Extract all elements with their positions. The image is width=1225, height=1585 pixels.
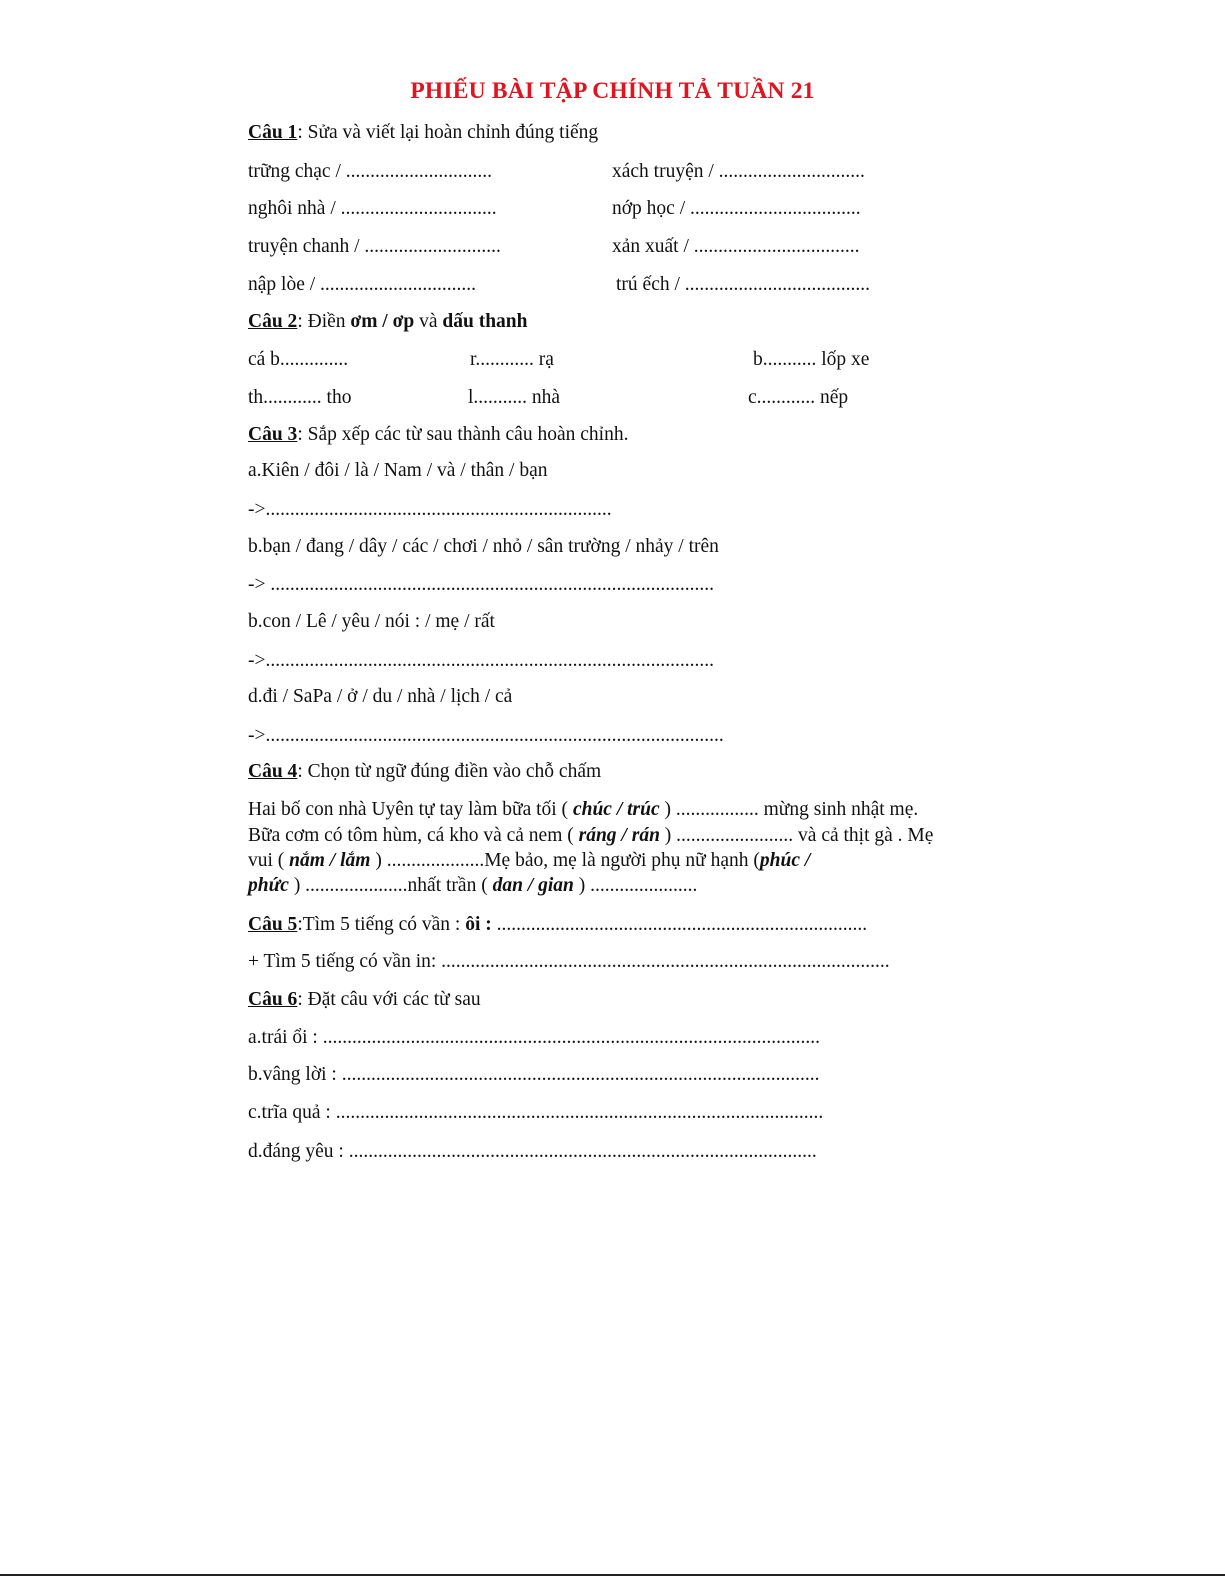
q4-choice: nắm / lắm <box>289 850 371 871</box>
question-2-bold-1: ơm / ơp <box>350 311 415 332</box>
question-2-heading <box>248 309 528 335</box>
q1-item-1: trững chạc / .............................. <box>248 161 492 182</box>
question-6-heading <box>248 987 481 1013</box>
q4-text: ) .....................nhất trần ( <box>288 875 493 896</box>
q3-line-7: d.đi / SaPa / ở / du / nhà / lịch / cả <box>248 686 513 707</box>
question-5-label: Câu 5 <box>248 914 298 935</box>
page-bottom-rule <box>0 1574 1225 1576</box>
question-6-label: Câu 6 <box>248 989 298 1010</box>
question-3-label: Câu 3 <box>248 424 298 445</box>
q3-line-4: -> ........................................................................................... <box>248 574 714 595</box>
q1-item-7: nập lòe / ................................ <box>248 274 477 295</box>
question-5-dots: ............................................................................ <box>491 914 868 935</box>
q1-item-8: trú ếch / ...................................... <box>616 274 871 295</box>
q4-text: ) ....................Mẹ bảo, mẹ là người phụ nữ hạnh ( <box>370 850 760 871</box>
q2-item-1: cá b.............. <box>248 349 349 370</box>
q6-line-4: d.đáng yêu : ................................................................................................ <box>248 1141 817 1162</box>
q2-item-4: th............ tho <box>248 387 352 408</box>
question-3-text: : Sắp xếp các từ sau thành câu hoàn chỉnh. <box>297 424 629 445</box>
question-5-text: :Tìm 5 tiếng có vần : <box>297 914 466 935</box>
q4-text: vui ( <box>248 850 290 871</box>
q4-text: ) ...................... <box>573 875 698 896</box>
q1-item-5: truyện chanh / ............................ <box>248 236 501 257</box>
question-5-heading <box>248 912 867 938</box>
q4-paragraph-line-3 <box>248 848 810 874</box>
q3-line-1: a.Kiên / đôi / là / Nam / và / thân / bạn <box>248 460 548 481</box>
q3-line-8: ->.............................................................................................. <box>248 725 724 746</box>
q4-text: Hai bố con nhà Uyên tự tay làm bữa tối ( <box>248 799 573 820</box>
q3-line-2: ->....................................................................... <box>248 499 612 520</box>
q4-paragraph-line-1 <box>248 797 918 823</box>
q4-text: Bữa cơm có tôm hùm, cá kho và cả nem ( <box>248 825 579 846</box>
q4-choice: ráng / rán <box>578 825 660 846</box>
q6-line-2: b.vâng lời : .................................................................................................. <box>248 1064 820 1085</box>
q6-line-1: a.trái ổi : ...................................................................................................... <box>248 1027 820 1048</box>
question-3-heading <box>248 422 628 448</box>
q2-item-6: c............ nếp <box>748 387 849 408</box>
q1-item-6: xản xuất / .................................. <box>612 236 860 257</box>
page-title: PHIẾU BÀI TẬP CHÍNH TẢ TUẦN 21 <box>410 78 815 104</box>
q4-text: ) ........................ và cả thịt gà . Mẹ <box>659 825 934 846</box>
q3-line-6: ->............................................................................................ <box>248 650 714 671</box>
q4-paragraph-line-2 <box>248 823 933 849</box>
q4-choice: phúc / <box>759 850 811 871</box>
q4-choice: dan / gian <box>492 875 574 896</box>
q2-item-5: l........... nhà <box>468 387 561 408</box>
q6-line-3: c.trĩa quả : .................................................................................................... <box>248 1102 824 1123</box>
question-4-text: : Chọn từ ngữ đúng điền vào chỗ chấm <box>297 761 602 782</box>
question-2-label: Câu 2 <box>248 311 298 332</box>
question-1-label: Câu 1 <box>248 122 298 143</box>
question-6-text: : Đặt câu với các từ sau <box>297 989 481 1010</box>
q3-line-5: b.con / Lê / yêu / nói : / mẹ / rất <box>248 611 495 632</box>
q1-item-2: xách truyện / .............................. <box>612 161 865 182</box>
question-2-text-1: : Điền <box>297 311 351 332</box>
q4-choice: chúc / trúc <box>572 799 660 820</box>
q2-item-2: r............ rạ <box>470 349 554 370</box>
question-2-text-2: và <box>414 311 443 332</box>
q4-paragraph-line-4 <box>248 873 697 899</box>
question-2-bold-2: dấu thanh <box>442 311 528 332</box>
q2-item-3: b........... lốp xe <box>753 349 870 370</box>
q4-choice: phức <box>248 875 289 896</box>
question-1-text: : Sửa và viết lại hoàn chỉnh đúng tiếng <box>297 122 599 143</box>
q1-item-4: nớp học / ................................... <box>612 198 861 219</box>
q3-line-3: b.bạn / đang / dây / các / chơi / nhỏ / sân trường / nhảy / trên <box>248 536 719 557</box>
question-4-heading <box>248 759 601 785</box>
question-5-bold: ôi : <box>465 914 492 935</box>
question-1-heading <box>248 120 598 146</box>
question-4-label: Câu 4 <box>248 761 298 782</box>
q4-text: ) ................. mừng sinh nhật mẹ. <box>659 799 919 820</box>
q5-line-2: + Tìm 5 tiếng có vần in: ............................................................................................ <box>248 951 890 972</box>
q1-item-3: nghôi nhà / ................................ <box>248 198 497 219</box>
